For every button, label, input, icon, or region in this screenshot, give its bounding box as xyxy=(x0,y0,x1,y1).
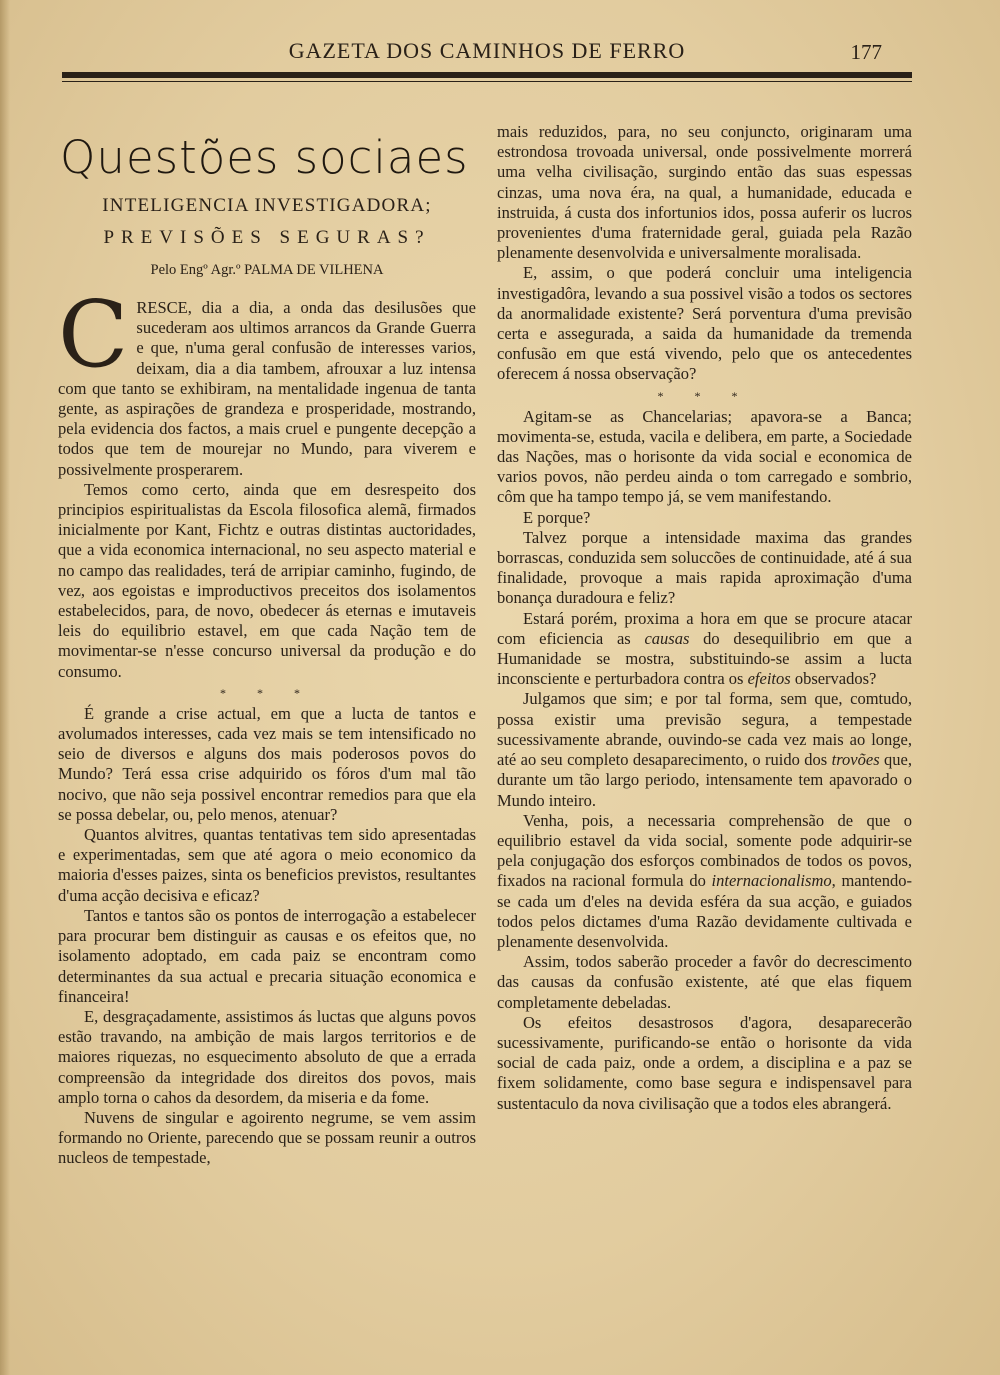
paragraph xyxy=(497,811,912,952)
article-byline: Pelo Engº Agr.º PALMA DE VILHENA xyxy=(150,262,384,278)
paragraph-text: Venha, pois, a necessaria comprehensão de que o equilibrio estavel da vida social, somente pode adquirir-se pela conjugação dos esforços combinados de todos os povos, fixados na racional formula do xyxy=(497,810,912,891)
left-column xyxy=(58,120,476,1169)
paragraph: Assim, todos saberão proceder a favôr do decrescimento das causas da confusão existente, até que elas fiquem completamente debeladas. xyxy=(497,952,912,1012)
paragraph: E, desgraçadamente, assistimos ás luctas que alguns povos estão travando, na ambição de mais largos territorios e de maiores riquezas, no esquecimento absoluto de que a errada compreensão da integridade dos direitos dos povos, mais amplo torna o cahos da desordem, da miseria e da fome. xyxy=(58,1006,476,1107)
paragraph-text: do desequilibrio em que a Humanidade se mostra, substituindo-se assim a lucta inconsciente e perturbadora contra os xyxy=(497,628,912,689)
paragraph: Agitam-se as Chancelarias; apavora-se a Banca; movimenta-se, estuda, vacila e delibera, em parte, a Sociedade das Nações, mas o horisonte da vida social e economica de varios povos, não perdeu ainda o tom carregado e sombrio, côm que ha tampo tempo já, se vem manifestando. xyxy=(497,406,912,507)
paragraph xyxy=(497,609,912,690)
section-separator: * * * xyxy=(657,388,752,403)
page-header xyxy=(62,38,912,68)
paragraph: mais reduzidos, para, no seu conjuncto, originaram uma estrondosa trovoada universal, onde possivelmente morrerá uma velha civilisação, surgindo então das suas espessas cinzas, uma nova éra, na qual, a humanidade, educada e instruida, á custa dos infortunios idos, possa auferir os lucros provenientes d'uma fraternidade geral, guiada pela Razão plenamente desenvolvida e universalmente moralisada. xyxy=(497,122,912,263)
paragraph-text: , mantendo-se cada um d'eles na devida esféra da sua acção, e guiados todos pelos dictames d'uma Razão devidamente cultivada e plenamente desenvolvida. xyxy=(497,871,912,951)
italic-term: internacionalismo xyxy=(711,871,832,891)
paragraph-text: que, durante um tão largo periodo, intensamente tem apavorado o Mundo inteiro. xyxy=(497,750,913,810)
page-number: 177 xyxy=(850,40,882,64)
paragraph xyxy=(58,281,476,480)
paragraph-text: Julgamos que sim; e por tal forma, sem que, comtudo, possa existir uma previsão segura, a tempestade sucessivamente abrande, ouvindo-se cada vez mais ao longe, até ao seu completo desaparecimento, o ruido dos xyxy=(497,689,912,770)
paragraph xyxy=(497,689,912,810)
right-column xyxy=(497,122,912,1114)
italic-term: causas xyxy=(644,628,690,648)
italic-term: trovões xyxy=(831,750,880,770)
paragraph: E, assim, o que poderá concluir uma inteligencia investigadôra, levando a sua possivel visão a todos os sectores da anormalidade existente? Será porventura d'uma previsão certa e assegurada, a saida da humanidade da tremenda confusão em que está vivendo, pelo que os antecedentes oferecem á nossa observação? xyxy=(497,263,912,384)
paragraph: Talvez porque a intensidade maxima das grandes borrascas, conduzida sem soluccões de continuidade, até á sua finalidade, provoque a mais rapida aproximação d'uma bonança duradoura e feliz? xyxy=(497,527,912,608)
drop-cap: C xyxy=(58,281,129,388)
italic-term: efeitos xyxy=(747,669,791,689)
section-separator: * * * xyxy=(220,685,314,700)
page-edge-shadow xyxy=(0,0,10,1375)
paragraph: Quantos alvitres, quantas tentativas tem sido apresentadas e experimentadas, sem que até agora o meio economico da maioria d'esses paizes, sinta os beneficios previstos, resultantes d'uma acção decisiva e eficaz? xyxy=(58,825,476,905)
running-title: GAZETA DOS CAMINHOS DE FERRO xyxy=(288,38,686,63)
paragraph: Tantos e tantos são os pontos de interrogação a estabelecer para procurar bem distinguir as causas e os efeitos que, no isolamento adoptado, em cada paiz se encontram como determinantes da sua actual e precaria situação economica e financeira! xyxy=(58,905,476,1006)
paragraph-text: RESCE, dia a dia, a onda das desilusões que sucederam aos ultimos arrancos da Grande Guerra e que, n'uma geral confusão de interesses varios, deixam, dia a dia tambem, afrouxar a luz intensa com que tanto se exhibiram, na mentalidade ingenua de tanta gente, as aspirações de grandeza e prosperidade, mostrando, pela evidencia dos factos, a mais cruel e pungente decepção a todos que tem de mourejar no Mundo, para viverem e possivelmente prosperarem. xyxy=(58,298,476,479)
article-subtitle-1: INTELIGENCIA INVESTIGADORA; xyxy=(102,195,432,216)
article-title: Questões sociaes xyxy=(60,131,469,184)
header-rule-thin xyxy=(62,81,912,82)
paragraph: Temos como certo, ainda que em desrespeito dos principios espiritualistas da Escola filosofica alemã, firmados inicialmente por Kant, Fichtz e outras distintas auctoridades, que a vida economica internacional, no seu aspecto material e no campo das realidades, terá de arripiar caminho, fugindo, de vez, aos egoistas e improductivos preceitos dos isolamentos estabelecidos, para, de novo, obedecer ás eternas e imutaveis leis do equilibrio estavel, em que cada Nação tem de movimentar-se n'esse concurso universal da produção e do consumo. xyxy=(58,479,476,681)
paragraph: Nuvens de singular e agoirento negrume, se vem assim formando no Oriente, parecendo que se possam reunir a outros nucleos de tempestade, xyxy=(58,1107,476,1168)
paragraph: E porque? xyxy=(523,507,591,527)
paragraph: É grande a crise actual, em que a lucta de tantos e avolumados interesses, cada vez mais se tem intensificado no seio de diversos e alguns dos mais poderosos povos do Mundo? Terá essa crise adquirido os fóros d'um mal tão nocivo, que não seja possivel encontrar remedios para que ela se possa debelar, ou, pelo menos, atenuar? xyxy=(58,703,476,824)
paragraph-text: Estará porém, proxima a hora em que se procure atacar com eficiencia as xyxy=(497,608,912,648)
article-subtitle-2: PREVISÕES SEGURAS? xyxy=(103,227,431,248)
header-rule-thick xyxy=(62,72,912,78)
paragraph-text: observados? xyxy=(790,669,877,689)
paragraph: Os efeitos desastrosos d'agora, desaparecerão sucessivamente, purificando-se então o horisonte da vida social de cada paiz, onde a ordem, a disciplina e a paz se fixem solidamente, como base segura e indispensavel para sustentaculo da nova civilisação que a todos eles abrangerá. xyxy=(497,1012,912,1113)
